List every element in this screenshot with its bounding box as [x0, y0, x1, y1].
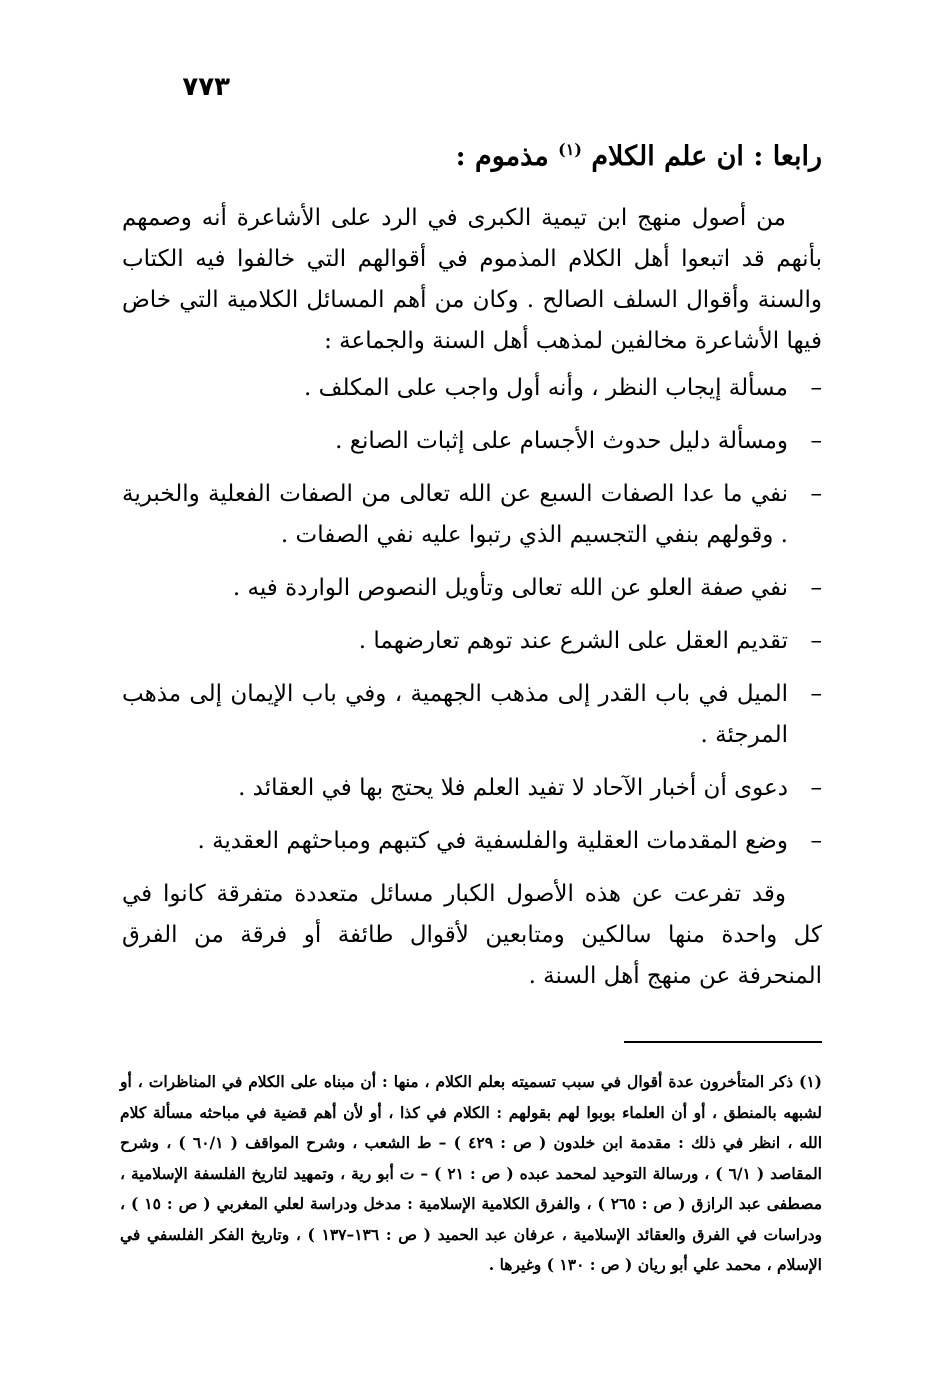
- dash-marker: –: [810, 775, 822, 801]
- footnote: (١) ذكر المتأخرون عدة أقوال في سبب تسميته بعلم الكلام ، منها : أن مبناه على الكلام في المناظرات ، أو لشبهه بالمنطق ، أو أن العلماء بوبوا لهم بقولهم : الكلام في كذا ، أو لأن أهم قضية في مباحثه مسألة كلام الله ، انظر في ذلك : مقدمة ابن خلدون ( ص : ٤٢٩ ) – ط الشعب ، وشرح المواقف ( ٦٠/١ ) ، وشرح المقاصد ( ٦/١ ) ، ورسالة التوحيد لمحمد عبده ( ص : ٢١ ) – ت أبو رية ، وتمهيد لتاريخ الفلسفة الإسلامية ، مصطفى عبد الرازق ( ص : ٢٦٥ ) ، والفرق الكلامية الإسلامية : مدخل ودراسة لعلي المغربي ( ص : ١٥ ) ، ودراسات في الفرق والعقائد الإسلامية ، عرفان عبد الحميد ( ص : ١٣٦–١٣٧ ) ، وتاريخ الفكر الفلسفي في الإسلام ، محمد علي أبو ريان ( ص : ١٣٠ ) وغيرها .: [120, 1072, 822, 1274]
- dash-marker: –: [810, 575, 822, 601]
- dash-marker: –: [810, 375, 822, 401]
- intro-paragraph: من أصول منهج ابن تيمية الكبرى في الرد على الأشاعرة أنه وصمهم بأنهم قد اتبعوا أهل الكلام المذموم في أقوالهم التي خالفوا فيه الكتاب والسنة وأقوال السلف الصالح . وكان من أهم المسائل الكلامية التي خاض فيها الأشاعرة مخالفين لمذهب أهل السنة والجماعة :: [122, 205, 822, 354]
- dash-marker: –: [810, 828, 822, 854]
- list-item-text: نفي ما عدا الصفات السبع عن الله تعالى من الصفات الفعلية والخبرية . وقولهم بنفي التجسيم الذي رتبوا عليه نفي الصفات .: [122, 481, 788, 548]
- page-number: ٧٧٣: [182, 72, 230, 102]
- list-item-text: تقديم العقل على الشرع عند توهم تعارضهما .: [358, 628, 788, 654]
- list-item-text: مسألة إيجاب النظر ، وأنه أول واجب على المكلف .: [304, 375, 788, 401]
- footnote-separator: [624, 1041, 822, 1043]
- main-text: [122, 198, 822, 997]
- closing-paragraph: وقد تفرعت عن هذه الأصول الكبار مسائل متعددة متفرقة كانوا في كل واحدة منها سالكين ومتابعين لأقوال طائفة أو فرقة من الفرق المنحرفة عن منهج أهل السنة .: [122, 881, 822, 989]
- list-item: [122, 368, 822, 409]
- list-item: [122, 474, 822, 556]
- heading-text-end: مذموم :: [455, 141, 549, 172]
- dash-marker: –: [810, 681, 822, 707]
- list-item: [122, 821, 822, 862]
- dash-marker: –: [810, 428, 822, 454]
- list-item-text: دعوى أن أخبار الآحاد لا تفيد العلم فلا يحتج بها في العقائد .: [238, 775, 788, 801]
- list-item-text: وضع المقدمات العقلية والفلسفية في كتبهم ومباحثهم العقدية .: [197, 828, 788, 854]
- list-item-text: الميل في باب القدر إلى مذهب الجهمية ، وفي باب الإيمان إلى مذهب المرجئة .: [122, 681, 788, 748]
- bullet-list: [122, 368, 822, 862]
- footnote-reference: (١): [558, 140, 582, 159]
- heading-text: رابعا : ان علم الكلام: [591, 141, 822, 172]
- list-item-text: ومسألة دليل حدوث الأجسام على إثبات الصانع .: [335, 428, 788, 454]
- list-item: [122, 768, 822, 809]
- dash-marker: –: [810, 481, 822, 507]
- list-item: [122, 568, 822, 609]
- section-heading: [456, 140, 822, 172]
- dash-marker: –: [810, 628, 822, 654]
- list-item: [122, 621, 822, 662]
- list-item-text: نفي صفة العلو عن الله تعالى وتأويل النصوص الواردة فيه .: [232, 575, 788, 601]
- list-item: [122, 421, 822, 462]
- list-item: [122, 674, 822, 756]
